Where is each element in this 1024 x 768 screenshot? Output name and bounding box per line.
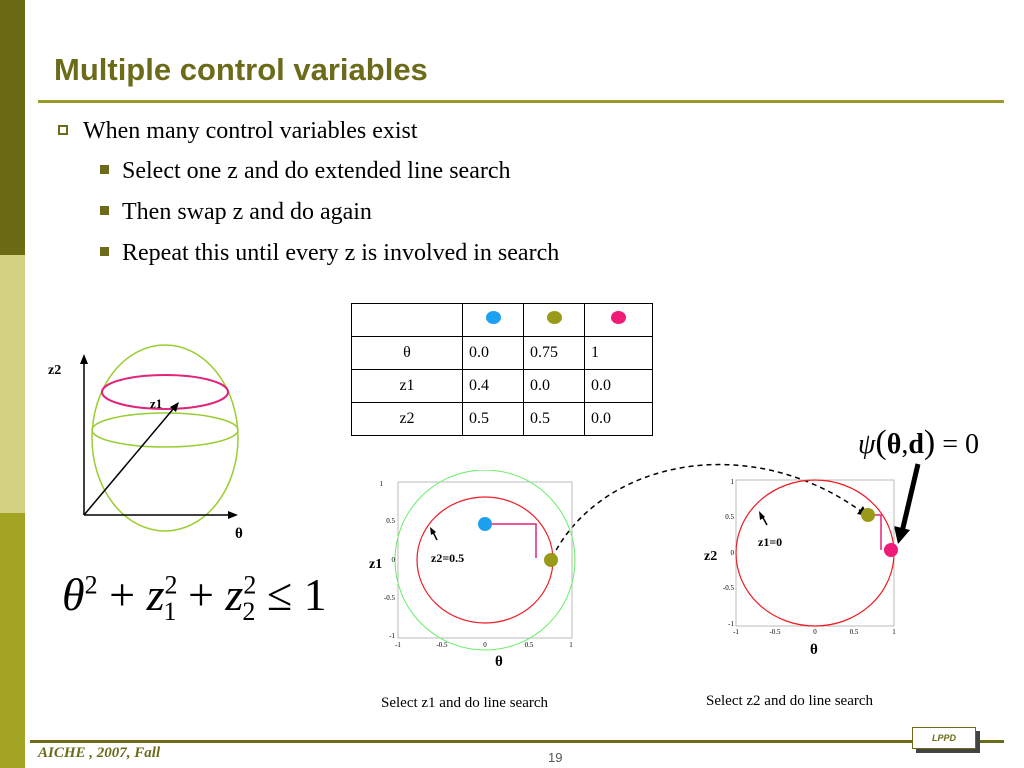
table-cell: 0.75 <box>524 337 585 370</box>
z2-arrowhead <box>80 354 88 364</box>
y-tick-label: 1 <box>730 478 734 486</box>
table-cell: 0.4 <box>463 370 524 403</box>
x-tick-label: 0.5 <box>849 628 859 636</box>
x-tick-label: 1 <box>892 628 896 636</box>
formula-subscript: 2 <box>242 597 256 627</box>
y-tick-label: -1 <box>728 620 734 628</box>
row-label: θ <box>352 337 463 370</box>
pink-point-icon <box>884 543 898 557</box>
formula-z: z <box>225 569 244 620</box>
table-row <box>352 337 653 370</box>
annotation-arrowhead <box>430 527 436 535</box>
formula-leq: ≤ <box>266 569 293 620</box>
sphere-outline <box>92 345 238 531</box>
formula-plus: + <box>187 569 214 620</box>
y-tick-label: 0.5 <box>386 517 395 525</box>
footer-rule <box>30 740 1004 743</box>
annotation-label: z2=0.5 <box>431 551 465 565</box>
sphere-sketch <box>40 340 270 550</box>
table-corner-cell <box>352 304 463 337</box>
plot-left-caption: Select z1 and do line search <box>381 695 549 711</box>
sidebar-band-light <box>0 255 25 513</box>
psi-equals-zero: = 0 <box>942 429 980 460</box>
row-label: z2 <box>352 403 463 436</box>
table-cell: 0.5 <box>463 403 524 436</box>
bullet-text: Repeat this until every z is involved in search <box>122 240 560 266</box>
plot-right-frame <box>736 480 894 626</box>
slide-title: Multiple control variables <box>54 52 428 87</box>
y-tick-label: 1 <box>379 480 383 488</box>
table-cell: 0.0 <box>585 403 653 436</box>
annotation-label: z1=0 <box>758 535 783 549</box>
olive-point-icon <box>544 553 558 567</box>
y-tick-label: 0 <box>730 549 734 557</box>
plot-right-caption: Select z2 and do line search <box>706 693 874 709</box>
x-tick-label: -1 <box>395 641 401 649</box>
table-cell: 0.0 <box>524 370 585 403</box>
footer-course: AICHE , 2007, Fall <box>38 745 161 761</box>
sidebar-decoration <box>0 0 25 768</box>
hollow-square-bullet-icon <box>58 125 68 135</box>
sidebar-band-dark <box>0 0 25 255</box>
bullet-text: Select one z and do extended line search <box>122 158 511 184</box>
z2-label: z2 <box>48 363 62 378</box>
page-number: 19 <box>548 750 563 765</box>
blue-point-icon <box>486 311 501 324</box>
search-path <box>485 524 536 558</box>
bullet-level2 <box>100 199 372 226</box>
x-tick-label: -0.5 <box>436 641 448 649</box>
row-label: z1 <box>352 370 463 403</box>
logo-text: LPPD <box>912 727 976 749</box>
x-tick-label: 0 <box>813 628 817 636</box>
psi-symbol: ψ <box>858 429 876 460</box>
y-tick-label: -0.5 <box>722 584 734 592</box>
constraint-formula <box>62 568 327 627</box>
square-bullet-icon <box>100 206 109 215</box>
z1-label: z1 <box>150 396 163 411</box>
x-tick-label: -0.5 <box>769 628 781 636</box>
values-table <box>351 303 653 436</box>
pink-slice-ellipse <box>102 375 228 409</box>
bullet-text: Then swap z and do again <box>122 199 372 225</box>
formula-z: z <box>146 569 165 620</box>
theta-label: θ <box>235 526 243 542</box>
table-header-cell <box>524 304 585 337</box>
table-header-cell <box>463 304 524 337</box>
table-header-row <box>352 304 653 337</box>
formula-one: 1 <box>303 569 327 620</box>
bullet-level2 <box>100 158 511 185</box>
square-bullet-icon <box>100 165 109 174</box>
y-tick-label: -0.5 <box>383 594 395 602</box>
formula-theta: θ <box>62 569 85 620</box>
psi-equation: ψ(θ,d) = 0 <box>858 424 980 461</box>
table-header-cell <box>585 304 653 337</box>
y-axis-label: z1 <box>369 557 383 572</box>
blue-point-icon <box>478 517 492 531</box>
formula-exponent: 2 <box>243 570 257 600</box>
y-axis-label: z2 <box>704 549 718 564</box>
formula-exponent: 2 <box>84 570 98 600</box>
pink-point-icon <box>611 311 626 324</box>
bullet-level2 <box>100 240 559 267</box>
title-underline <box>38 100 1004 103</box>
table-cell: 0.0 <box>463 337 524 370</box>
formula-plus: + <box>109 569 136 620</box>
bullet-level1 <box>58 118 418 145</box>
plot-right <box>700 472 910 662</box>
x-tick-label: 1 <box>569 641 573 649</box>
lppd-logo <box>912 727 978 751</box>
red-circle <box>736 480 894 626</box>
table-row <box>352 403 653 436</box>
y-tick-label: 0.5 <box>725 513 734 521</box>
formula-exponent: 2 <box>164 570 178 600</box>
table-cell: 0.0 <box>585 370 653 403</box>
x-tick-label: -1 <box>733 628 739 636</box>
x-tick-label: 0.5 <box>524 641 534 649</box>
x-tick-label: 0 <box>483 641 487 649</box>
table-row <box>352 370 653 403</box>
table-cell: 1 <box>585 337 653 370</box>
bullet-text: When many control variables exist <box>83 118 418 144</box>
x-axis-label: θ <box>495 654 503 670</box>
formula-subscript: 1 <box>163 597 177 627</box>
psi-theta: θ <box>886 429 902 460</box>
table-cell: 0.5 <box>524 403 585 436</box>
square-bullet-icon <box>100 247 109 256</box>
sidebar-band-mid <box>0 513 25 768</box>
olive-point-icon <box>861 508 875 522</box>
y-tick-label: 0 <box>391 556 395 564</box>
olive-point-icon <box>547 311 562 324</box>
theta-arrowhead <box>228 511 238 519</box>
plot-left <box>365 470 580 675</box>
x-axis-label: θ <box>810 642 818 658</box>
y-tick-label: -1 <box>389 632 395 640</box>
psi-d: d <box>908 429 924 460</box>
